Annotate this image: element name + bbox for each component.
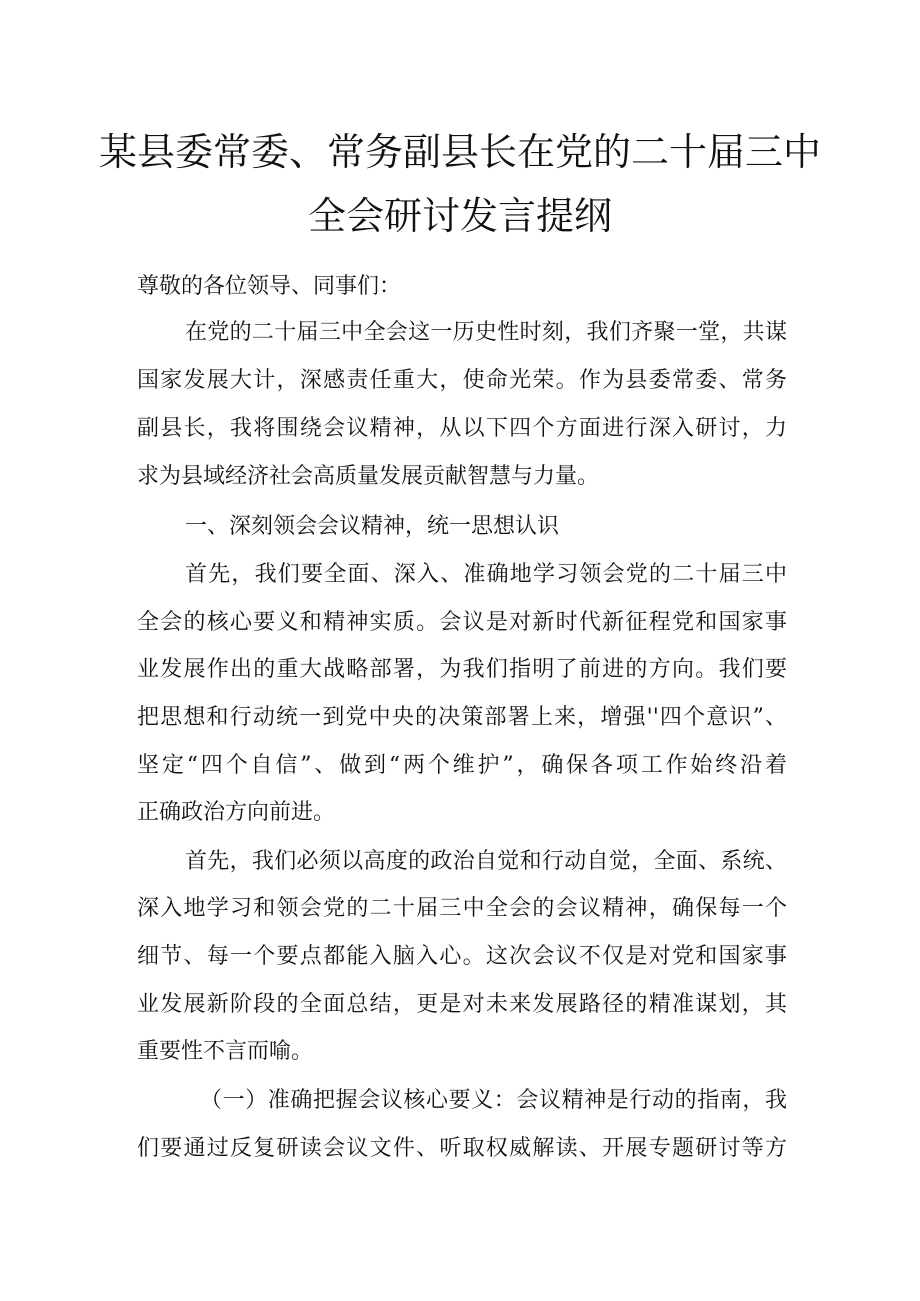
para1-line-2: 全会的核心要义和精神实质。会议是对新时代新征程党和国家事 (137, 610, 787, 635)
section-heading-1: 一、深刻领会会议精神，统一思想认识 (185, 514, 560, 539)
para1-line-6: 正确政治方向前进。 (137, 800, 336, 825)
intro-line-1: 在党的二十届三中全会这一历史性时刻，我们齐聚一堂，共谋 (185, 320, 787, 345)
para2-line-2: 深入地学习和领会党的二十届三中全会的会议精神，确保每一个 (137, 896, 787, 921)
para1-line-3: 业发展作出的重大战略部署，为我们指明了前进的方向。我们要 (137, 657, 787, 682)
para2-line-3: 细节、每一个要点都能入脑入心。这次会议不仅是对党和国家事 (137, 944, 787, 969)
document-title-line-1: 某县委常委、常务副县长在党的二十届三中 (98, 130, 821, 174)
para2-line-5: 重要性不言而喻。 (137, 1039, 314, 1064)
document-title-line-2: 全会研讨发言提纲 (307, 194, 612, 238)
para3-line-1: （一）准确把握会议核心要义：会议精神是行动的指南，我 (200, 1088, 787, 1113)
para1-line-1: 首先，我们要全面、深入、准确地学习领会党的二十届三中 (185, 562, 787, 587)
intro-line-2: 国家发展大计，深感责任重大，使命光荣。作为县委常委、常务 (137, 368, 787, 393)
salutation: 尊敬的各位领导、同事们： (137, 274, 402, 299)
para1-line-4: 把思想和行动统一到党中央的决策部署上来，增强''四个意识”、 (137, 705, 787, 730)
para2-line-1: 首先，我们必须以高度的政治自觉和行动自觉，全面、系统、 (185, 849, 787, 874)
para3-line-2: 们要通过反复研读会议文件、听取权威解读、开展专题研讨等方 (137, 1136, 787, 1161)
para2-line-4: 业发展新阶段的全面总结，更是对未来发展路径的精准谋划，其 (137, 992, 787, 1017)
intro-line-4: 求为县域经济社会高质量发展贡献智慧与力量。 (137, 464, 600, 489)
intro-line-3: 副县长，我将围绕会议精神，从以下四个方面进行深入研讨，力 (137, 416, 787, 441)
para1-line-5: 坚定“四个自信”、做到“两个维护”，确保各项工作始终沿着 (137, 753, 787, 778)
